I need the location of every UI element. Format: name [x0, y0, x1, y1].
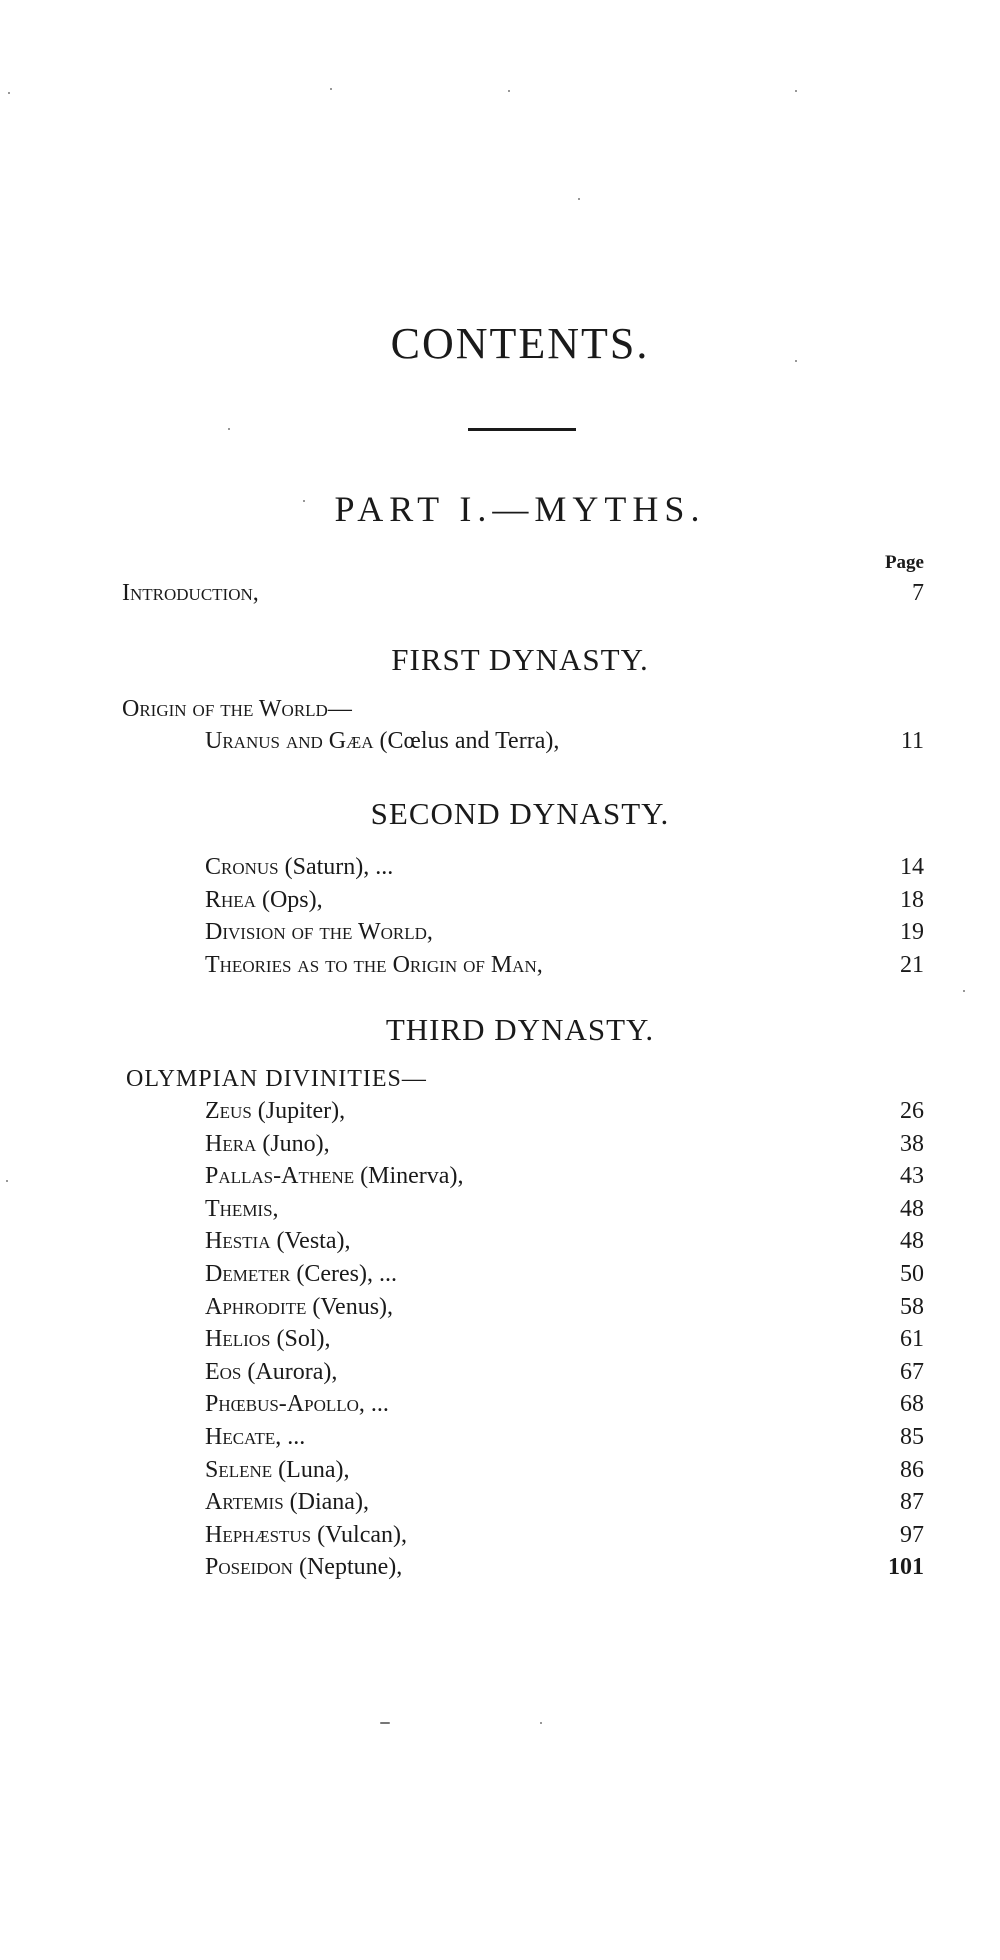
- toc-entry[interactable]: [0, 1292, 1000, 1322]
- toc-entry[interactable]: [0, 1096, 1000, 1126]
- toc-entry-title: Hestia: [205, 1228, 271, 1255]
- toc-entry-title: Division of the World,: [205, 919, 433, 945]
- toc-entry-alias: (Luna),: [278, 1456, 350, 1483]
- contents-title: CONTENTS.: [390, 319, 650, 368]
- toc-entry-title: Zeus: [205, 1098, 252, 1124]
- toc-entry-alias: (Venus),: [312, 1293, 394, 1320]
- scan-speck: [228, 428, 230, 430]
- page-number: 61: [900, 1326, 924, 1353]
- first-dynasty-heading: FIRST DYNASTY.: [391, 642, 649, 677]
- toc-entry-label: [205, 917, 439, 947]
- toc-entry-alias: (Ceres), ...: [296, 1261, 397, 1287]
- toc-entry-title: Phœbus-Apollo,: [205, 1391, 365, 1418]
- page-number: 7: [912, 580, 924, 606]
- page-number: 48: [900, 1228, 924, 1255]
- toc-entry-title: Aphrodite: [205, 1293, 307, 1320]
- toc-entry-alias: (Cœlus and Terra),: [379, 728, 560, 754]
- toc-entry-alias: (Ops),: [261, 886, 323, 913]
- toc-entry[interactable]: [0, 1552, 1000, 1582]
- toc-entry-title: Theories as to the Origin of Man,: [205, 951, 543, 978]
- toc-entry[interactable]: [0, 1455, 1000, 1485]
- page-number: 86: [900, 1456, 924, 1483]
- toc-entry-label: [205, 1292, 399, 1322]
- scan-speck: [963, 990, 965, 992]
- toc-entry-title: Hecate,: [205, 1424, 282, 1450]
- toc-entry-title: Helios: [205, 1326, 271, 1353]
- page-column-label: Page: [884, 552, 924, 573]
- toc-entry-alias: (Aurora),: [247, 1358, 338, 1385]
- toc-entry[interactable]: [0, 1226, 1000, 1256]
- toc-entry[interactable]: [0, 1324, 1000, 1354]
- page-number: 38: [900, 1130, 924, 1157]
- toc-entry-title: Demeter: [205, 1261, 291, 1287]
- page-number: 85: [900, 1424, 924, 1450]
- toc-entry-label: Introduction,: [122, 578, 265, 608]
- toc-entry-alias: (Neptune),: [298, 1554, 403, 1581]
- toc-entry[interactable]: [0, 917, 1000, 947]
- second-dynasty-heading: SECOND DYNASTY.: [370, 796, 670, 831]
- toc-entry-title: Pallas-Athene: [205, 1163, 355, 1190]
- toc-entry-label: [205, 1552, 408, 1582]
- part-title: PART I.—MYTHS.: [334, 489, 706, 529]
- page-number: 43: [900, 1163, 924, 1190]
- toc-group-label: Origin of the World—: [122, 694, 358, 724]
- toc-entry-title: Hephæstus: [205, 1521, 312, 1548]
- page-number: 26: [900, 1098, 924, 1124]
- toc-entry-title: Selene: [205, 1456, 273, 1483]
- toc-entry-title: Rhea: [205, 886, 256, 913]
- toc-entry[interactable]: [0, 1422, 1000, 1452]
- page-number: 101: [888, 1554, 924, 1581]
- page-number: 14: [900, 854, 924, 880]
- toc-entry-alias: ...: [287, 1424, 306, 1450]
- page-number: 67: [900, 1358, 924, 1385]
- toc-entry-label: [205, 1455, 355, 1485]
- toc-entry[interactable]: [0, 1129, 1000, 1159]
- page-number: 87: [900, 1489, 924, 1516]
- toc-entry[interactable]: [0, 1259, 1000, 1289]
- page-number: 21: [900, 951, 924, 978]
- third-dynasty-heading: THIRD DYNASTY.: [385, 1012, 655, 1047]
- scan-speck: [540, 1722, 542, 1724]
- toc-entry-alias: (Juno),: [262, 1130, 330, 1157]
- toc-entry-alias: (Jupiter),: [257, 1098, 346, 1124]
- scan-speck: [795, 90, 797, 92]
- toc-entry-label: [205, 852, 399, 882]
- toc-entry-label: [205, 1422, 311, 1452]
- page-number: 58: [900, 1293, 924, 1320]
- toc-entry-label: [205, 950, 549, 980]
- toc-entry-label: [205, 1357, 343, 1387]
- toc-entry-title: Cronus: [205, 854, 279, 880]
- toc-group-label: OLYMPIAN DIVINITIES—: [126, 1064, 433, 1094]
- toc-entry-title: Uranus and Gæa: [205, 728, 374, 754]
- toc-entry[interactable]: [0, 950, 1000, 980]
- page-number: 48: [900, 1195, 924, 1222]
- toc-entry-label: [205, 885, 329, 915]
- page-number: 97: [900, 1521, 924, 1548]
- scan-speck: [578, 198, 580, 200]
- scan-speck: [330, 88, 332, 90]
- scan-speck: [508, 90, 510, 92]
- toc-entry-label: [205, 1161, 469, 1191]
- toc-entry-label: [205, 1194, 285, 1224]
- toc-entry-title: Artemis: [205, 1489, 284, 1516]
- toc-entry[interactable]: [0, 885, 1000, 915]
- toc-entry-label: [205, 1129, 336, 1159]
- toc-entry-label: [205, 1520, 413, 1550]
- toc-entry-alias: (Diana),: [289, 1489, 369, 1516]
- toc-entry-title: Eos: [205, 1358, 242, 1385]
- toc-entry-alias: (Saturn), ...: [284, 854, 394, 880]
- toc-entry[interactable]: [0, 852, 1000, 882]
- toc-entry-alias: (Minerva),: [360, 1163, 464, 1190]
- toc-entry[interactable]: [0, 1357, 1000, 1387]
- toc-entry-label: [205, 1259, 403, 1289]
- toc-entry[interactable]: [0, 1161, 1000, 1191]
- toc-entry-title: Poseidon: [205, 1554, 293, 1581]
- toc-entry-alias: (Vulcan),: [317, 1521, 407, 1548]
- toc-entry-label: [205, 1324, 337, 1354]
- toc-entry-label: [205, 726, 565, 756]
- toc-group-origin-of-world: [0, 694, 1000, 724]
- toc-entry-label: [205, 1487, 375, 1517]
- title-rule: [468, 428, 576, 431]
- toc-entry-label: [205, 1226, 356, 1256]
- toc-entry-label: [205, 1389, 395, 1419]
- toc-entry[interactable]: [0, 1487, 1000, 1517]
- toc-entry-introduction[interactable]: [0, 578, 1000, 608]
- toc-entry[interactable]: [0, 726, 1000, 756]
- toc-entry-alias: (Sol),: [276, 1326, 331, 1353]
- toc-entry-alias: (Vesta),: [276, 1228, 351, 1255]
- scan-speck: [380, 1722, 390, 1724]
- page-number: 18: [900, 886, 924, 913]
- toc-group-olympian-divinities: [0, 1064, 1000, 1094]
- toc-entry[interactable]: [0, 1194, 1000, 1224]
- page-number: 68: [900, 1391, 924, 1418]
- toc-entry[interactable]: [0, 1520, 1000, 1550]
- page-number: 50: [900, 1261, 924, 1287]
- toc-entry-title: Themis,: [205, 1195, 279, 1222]
- toc-entry[interactable]: [0, 1389, 1000, 1419]
- toc-entry-title: Hera: [205, 1130, 257, 1157]
- toc-entry-label: [205, 1096, 351, 1126]
- page-number: 11: [900, 728, 924, 754]
- scan-speck: [8, 92, 10, 94]
- toc-entry-alias: ...: [370, 1391, 389, 1418]
- page-number: 19: [900, 919, 924, 945]
